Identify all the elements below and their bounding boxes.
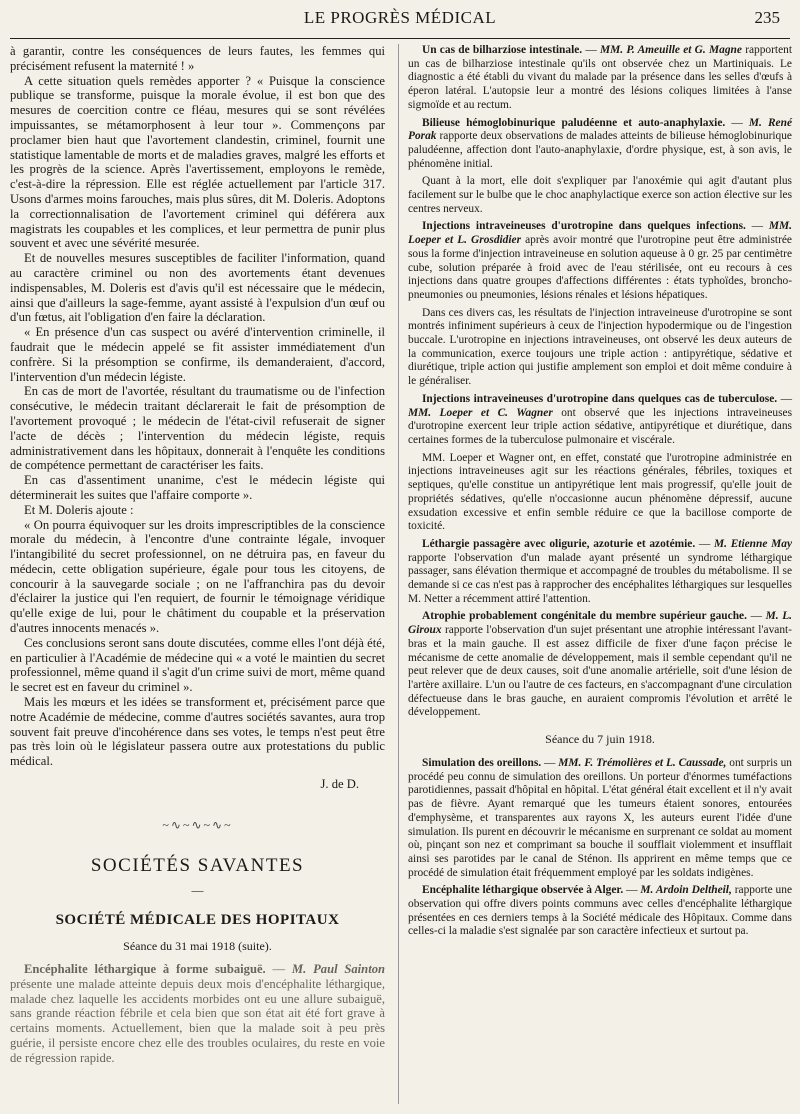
case-author: M. René Porak (408, 116, 793, 143)
case-text: ont surpris un procédé peu connu de simulation des oreillons. Un porteur d'énormes tuméfactions parotidiennes, passait d'hôpital en hôpital. L'état général était excellent et il n'y avait pas de fièvre. Ayant remarqué que les tumeurs étaient sonores, entourées d'emphysème, et transparentes aux rayons X, les auteurs eurent l'idée d'une simulation. Ils purent en découvrir le mécanisme en surprenant ce soldat au moment où, pinçant son nez et comprimant sa bouche il soufflait violemment et insufflait ainsi ses parotides par le canal de Sténon. Ils apprirent en même temps que ce procédé de simulation était fréquemment employé par les soldats indigènes. (408, 757, 792, 879)
case-author: MM. F. Trémolières et L. Caussade, (558, 757, 727, 770)
case-title: Encéphalite léthargique observée à Alger. (422, 884, 624, 897)
case-title: Bilieuse hémoglobinurique paludéenne et auto-anaphylaxie. (422, 116, 726, 129)
signature: J. de D. (320, 777, 359, 792)
paragraph: Et M. Doleris ajoute : (24, 502, 134, 517)
case-report: Atrophie probablement congénitale du membre supérieur gauche. — M. L. Giroux rapporte l'observation d'un sujet présentant une atrophie intéressant l'avant-bras et la main gauche. Il est assez difficile de fixer d'une façon précise le mécanisme de cette anomalie de développement, mais il semble cependant qu'il ne peut relever que de deux causes, soit d'une anomalie artérielle, soit d'une lésion de l'artère axillaire. L'un ou l'autre de ces facteurs, en s'accompagnant d'une circulation défectueuse dans le bras gauche, en auraient compromis l'évolution et arrêté le développement. (408, 610, 792, 719)
right-column (408, 44, 792, 943)
case-title: Un cas de bilharziose intestinale. (422, 44, 583, 56)
paragraph: à garantir, contre les conséquences de leurs fautes, les femmes qui précisément refusent la maternité ! » (10, 44, 385, 73)
case-title: Injections intraveineuses d'urotropine dans quelques cas de tuberculose. (422, 392, 778, 405)
case-title: Injections intraveineuses d'urotropine dans quelques infections. (422, 220, 746, 233)
case-text: présente une malade atteinte depuis deux mois d'encéphalite léthargique, malade chez laquelle les accidents morbides ont eu une allure subaiguë, sans grande réaction fébrile et cela bien que son état ait été fort grave à certains moments. Actuellement, bien que la malade soit à peu près guérie, il persiste encore chez elle des troubles oculaires, du reste en voie de régression rapide. (10, 976, 385, 1065)
rule-divider: — (191, 883, 204, 898)
seance-date: Séance du 7 juin 1918. (545, 732, 655, 747)
case-author: M. Ardoin Deltheil, (640, 884, 732, 897)
case-paragraph: Quant à la mort, elle doit s'expliquer par l'anoxémie qui agit d'autant plus facilement sur le bulbe que le choc anaphylactique exerce son action élective sur les centres nerveux. (408, 175, 792, 215)
paragraph: En cas d'assentiment unanime, c'est le médecin légiste qui déterminerait les suites que l'affaire comporte ». (10, 473, 385, 502)
case-text: rapporte une observation qui offre divers points communs avec celles d'encéphalite léthargique présentées en ces derniers temps à la Société médicale des Hôpitaux. Comme dans celles-ci la maladie s'est signalée par son caractère infectieux et surtout pa. (408, 884, 792, 938)
section-title: SOCIÉTÉS SAVANTES (90, 855, 305, 877)
case-paragraph: MM. Loeper et Wagner ont, en effet, constaté que l'urotropine administrée en injections intraveineuses agit sur les réactions générales, fébriles, toxiques et septiques, qu'elle constitue un antipyrétique lent mais progressif, qu'elle jouit de propriétés sédatives, qu'elle n'occasionne aucun phénomène dépressif, aucune exsudation excessive et enfin semble réduire ce que la bacillose comporte de toxicité. (408, 451, 792, 533)
case-title: Léthargie passagère avec oligurie, azoturie et azotémie. (422, 537, 696, 550)
case-author: MM. P. Ameuille et G. Magne (600, 44, 742, 56)
paragraph: En cas de mort de l'avortée, résultant du traumatisme ou de l'infection consécutive, le médecin traitant déclarerait le fait de présomption de l'avortement provoqué ; le médecin de l'état-civil refuserait de signer l'acte de décès ; l'intervention du médecin légiste, requis administrativement dans les hôpitaux, donnerait à l'enquête les conditions de compétence permettant de caractériser les faits. (10, 384, 385, 473)
case-author: MM. Loeper et L. Grosdidier (408, 220, 792, 247)
case-text: rapporte l'observation d'un sujet présentant une atrophie intéressant l'avant-bras et la main gauche. Il est assez difficile de fixer d'une façon précise le mécanisme de cette anomalie de développement, mais il semble cependant qu'il ne peut relever que de deux causes, soit d'une anomalie artérielle, soit d'une lésion de l'artère axillaire. L'un ou l'autre de ces facteurs, en s'accompagnant d'une circulation défectueuse dans le bras gauche, en auraient compromis l'évolution et arrêté le développement. (408, 624, 792, 719)
case-text: rapporte deux observations de malades atteints de bilieuse hémoglobinurique paludéenne, affection dont l'auto-anaphylaxie, d'ordre physique, est, à son avis, le phénomène initial. (408, 130, 792, 170)
society-title: SOCIÉTÉ MÉDICALE DES HOPITAUX (55, 912, 340, 929)
seance-date: Séance du 31 mai 1918 (suite). (123, 939, 272, 954)
case-text: rapporte l'observation d'un malade ayant présenté un syndrome léthargique passager, sans élévation thermique et accompagné de troubles du métabolisme. Il se demande si ce cas n'est pas à rapprocher des encéphalites léthargiques sur lesquelles M. Netter a récemment attiré l'attention. (408, 551, 792, 605)
ornament-divider: ~∿~∿~∿~ (162, 818, 233, 833)
case-report: Simulation des oreillons. — MM. F. Trémolières et L. Caussade, ont surpris un procédé peu connu de simulation des oreillons. Un porteur d'énormes tuméfactions parotidiennes, passait d'hôpital en hôpital. L'état général était excellent et il n'y avait pas de fièvre. Ayant remarqué que les tumeurs étaient sonores, entourées d'emphysème, et transparentes aux rayons X, les auteurs eurent l'idée d'une simulation. Ils purent en découvrir le mécanisme en surprenant ce soldat au moment où, pinçant son nez et comprimant sa bouche il soufflait violemment et insufflait ainsi ses parotides par le canal de Sténon. Ils apprirent en même temps que ce procédé de simulation était fréquemment employé par les soldats indigènes. (408, 757, 792, 879)
case-author: M. Paul Sainton (291, 962, 385, 977)
paragraph: « En présence d'un cas suspect ou avéré d'intervention criminelle, il faudrait que le médecin appelé se fit assister immédiatement d'un confrère. Si la présomption se confirme, ils demanderaient, d'accord, l'intervention d'un médecin légiste. (10, 325, 385, 384)
case-author: M. L. Giroux (408, 610, 792, 637)
case-title: Encéphalite léthargique à forme subaiguë. (24, 962, 266, 977)
case-text: ont observé que les injections intraveineuses d'urotropine exercent leur triple action sédative, antipyrétique et diurétique, dans certaines formes de la tuberculose pulmonaire et viscérale. (408, 406, 792, 446)
paragraph: Et de nouvelles mesures susceptibles de faciliter l'information, quand au caractère criminel ou non des avortements étant devenues indispensables, M. Doleris est d'avis qu'il est nécessaire que le médecin, ainsi que d'ailleurs la sage-femme, ayant assisté à l'expulsion d'un œuf ou d'un fœtus, ait l'obligation d'en faire la déclaration. (10, 251, 385, 325)
case-report: Injections intraveineuses d'urotropine dans quelques infections. — MM. Loeper et L. Grosdidier après avoir montré que l'urotropine peut être administrée sous la forme d'injection intraveineuse en solution aqueuse à 0 gr. 25 par centimètre cube, solution préparée à froid avec de l'eau stérilisée, ont eu recours à ces injections dans quatre groupes d'affections différentes : états typhoïdes, broncho-pneumonies ou pneumonies, lésions rénales et lésions hépatiques. (408, 220, 792, 301)
case-report: Bilieuse hémoglobinurique paludéenne et auto-anaphylaxie. — M. René Porak rapporte deux observations de malades atteints de bilieuse hémoglobinurique paludéenne, affection dont l'auto-anaphylaxie, d'ordre physique, est, à son avis, le phénomène initial. (408, 116, 793, 170)
paragraph: « On pourra équivoquer sur les droits imprescriptibles de la conscience morale du médecin, à l'encontre d'une contrainte légale, invoquer l'intangibilité du secret professionnel, on ne détruira pas, en faveur du médecin, cette obligation supérieure, égale pour tous les citoyens, de concourir à la sauvegarde sociale ; on ne l'affranchira pas du devoir d'éclairer la justice qui l'en requiert, de fournir le témoignage véridique qu'elle exige de lui, pour le châtiment du coupable et la préservation d'autres innocents menacés ». (10, 517, 385, 636)
page-header (10, 0, 790, 39)
case-title: Atrophie probablement congénitale du membre supérieur gauche. (422, 610, 747, 623)
case-report: Injections intraveineuses d'urotropine dans quelques cas de tuberculose. — MM. Loeper et C. Wagner ont observé que les injections intraveineuses d'urotropine exercent leur triple action sédative, antipyrétique et diurétique, dans certaines formes de la tuberculose pulmonaire et viscérale. (408, 392, 792, 446)
column-divider (398, 44, 399, 1104)
case-text: après avoir montré que l'urotropine peut être administrée sous la forme d'injection intraveineuse en solution aqueuse à 0 gr. 25 par centimètre cube, solution préparée à froid avec de l'eau stérilisée, ont eu recours à ces injections dans quatre groupes d'affections différentes : états typhoïdes, broncho-pneumonies ou pneumonies, lésions rénales et lésions hépatiques. (408, 234, 792, 301)
paragraph: A cette situation quels remèdes apporter ? « Puisque la conscience publique se transforme, puisque la morale évolue, il est bon que des mesures de coercition contre ce fléau, mesures qui se sont révélées impuissantes, se métamorphosent à leur tour ». Commençons par proclamer bien haut que l'avortement clandestin, criminel, fournit une statistique lamentable de morts et de maladies graves, malgré les efforts et les progrès de la science. Après l'avertissement, employons le remède, c'est-à-dire la répression. Elle est réglée actuellement par l'article 317. Usons d'armes moins farouches, mais plus sûres, dit M. Doleris. Adoptons la correctionnalisation de l'avortement criminel qui déférera aux magistrats les coupables et les complices, et leur permettra de punir plus souvent et avec une sévérité mesurée. (10, 73, 385, 251)
case-paragraph: Dans ces divers cas, les résultats de l'injection intraveineuse d'urotropine se sont montrés infiniment supérieurs à ceux de l'injection hypodermique ou de l'ingestion buccale. L'urotropine en injections intraveineuses, ont observé les deux auteurs de la communication, exerce toujours une triple action : antipyrétique, sédative et diurétique, triple action qui justifie amplement son emploi et doit même conduire à le généraliser. (408, 306, 792, 388)
case-report: Encéphalite léthargique à forme subaiguë. — M. Paul Sainton présente une malade atteinte depuis deux mois d'encéphalite léthargique, malade chez laquelle les accidents morbides ont eu une allure subaiguë, sans grande réaction fébrile et cela bien que son état ait été fort grave à certains moments. Actuellement, bien que la malade soit à peu près guérie, il persiste encore chez elle des troubles oculaires, du reste en voie de régression rapide. (10, 962, 385, 1065)
case-report: Encéphalite léthargique observée à Alger. — M. Ardoin Deltheil, rapporte une observation qui offre divers points communs avec celles d'encéphalite léthargique présentées en ces derniers temps à la Société médicale des Hôpitaux. Comme dans celles-ci la maladie s'est signalée par son caractère infectieux et surtout pa. (408, 884, 792, 938)
case-report: Léthargie passagère avec oligurie, azoturie et azotémie. — M. Etienne May rapporte l'observation d'un malade ayant présenté un syndrome léthargique passager, sans élévation thermique et accompagné de troubles du métabolisme. Il se demande si ce cas n'est pas à rapprocher des encéphalites léthargiques sur lesquelles M. Netter a récemment attiré l'attention. (408, 537, 792, 605)
paragraph: Mais les mœurs et les idées se transforment et, précisément parce que notre Académie de médecine, comme d'autres sociétés savantes, aura trop souvent fait preuve d'incohérence dans ses votes, le temps n'est peut être pas très loin où le législateur passera outre aux protestations du public médical. (10, 695, 385, 769)
case-author: M. Etienne May (714, 537, 792, 550)
page-number: 235 (754, 8, 780, 27)
journal-title: LE PROGRÈS MÉDICAL (303, 8, 497, 27)
case-text: rapportent un cas de bilharziose intestinale qu'ils ont observée chez un Martiniquais. Le diagnostic a été établi du vivant du malade par la présence dans les selles d'œufs à éperon latéral. L'autopsie leur a montré des lésions coliques limitées à l'anse sigmoïde et au rectum. (408, 44, 792, 111)
case-author: MM. Loeper et C. Wagner (408, 406, 553, 419)
left-column (10, 44, 385, 1070)
paragraph: Ces conclusions seront sans doute discutées, comme elles l'ont déjà été, en particulier à l'Académie de médecine qui « a voté le maintien du secret professionnel, même quand il s'agit d'un crime suivi de mort, même quand le secret est en faveur du criminel ». (10, 635, 385, 695)
case-report: Un cas de bilharziose intestinale. — MM. P. Ameuille et G. Magne rapportent un cas de bilharziose intestinale qu'ils ont observée chez un Martiniquais. Le diagnostic a été établi du vivant du malade par la présence dans les selles d'œufs à éperon latéral. L'autopsie leur a montré des lésions coliques limitées à l'anse sigmoïde et au rectum. (408, 44, 792, 111)
case-title: Simulation des oreillons. (422, 757, 542, 770)
